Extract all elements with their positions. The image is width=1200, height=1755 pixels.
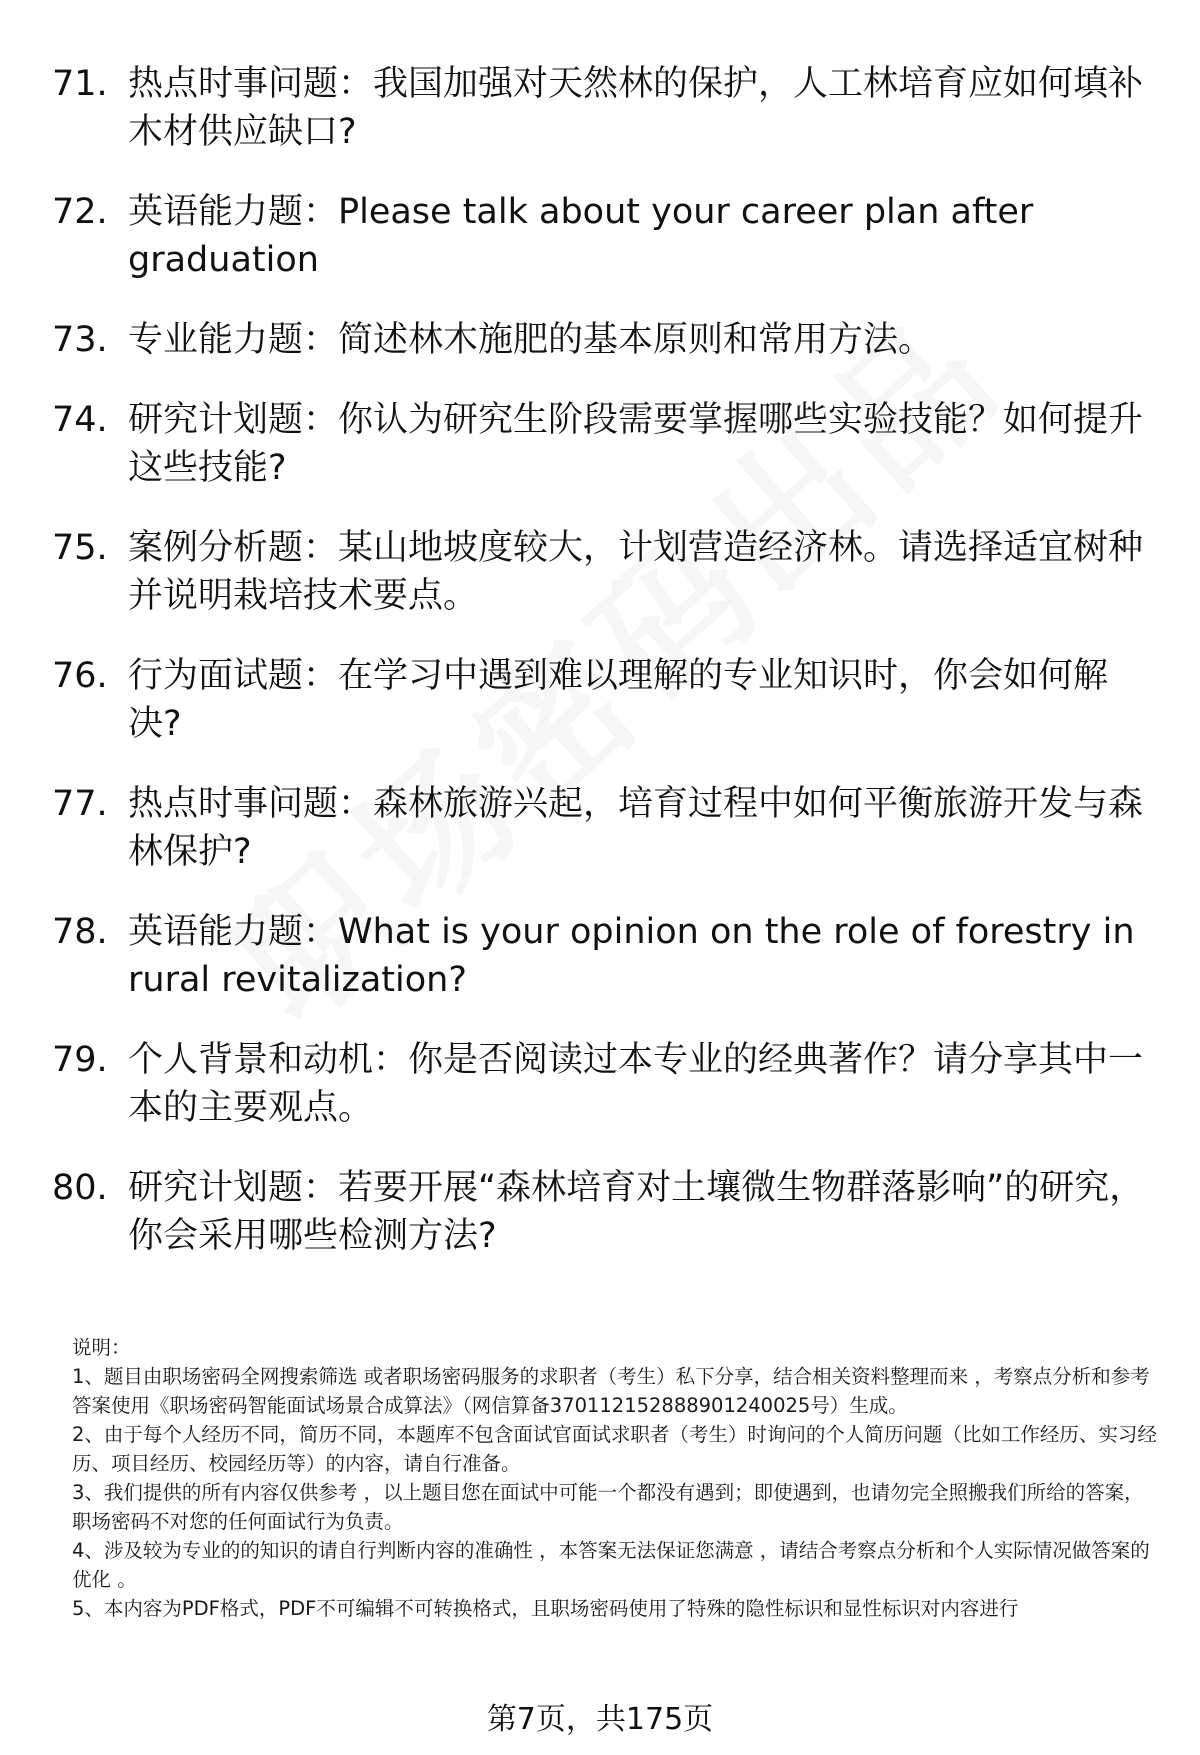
note-item: 3、我们提供的所有内容仅供参考 ，以上题目您在面试中可能一个都没有遇到；即使遇到，也请勿完全照搬我们所给的答案，职场密码不对您的任何面试行为负责。	[72, 1481, 1144, 1533]
page-number: 第7页，共175页	[486, 1702, 714, 1737]
question-number: 73.	[52, 320, 108, 360]
notes-section	[72, 1333, 1162, 1623]
question-item	[52, 780, 1152, 876]
question-item	[52, 1164, 1152, 1260]
question-number: 75.	[52, 528, 108, 568]
question-number: 77.	[52, 784, 108, 824]
note-item: 4、涉及较为专业的的知识的请自行判断内容的准确性 ，本答案无法保证您满意 ，请结合考察点分析和个人实际情况做答案的优化 。	[72, 1539, 1150, 1591]
question-item	[52, 188, 1152, 284]
question-item	[52, 652, 1152, 748]
note-item: 5、本内容为PDF格式，PDF不可编辑不可转换格式，且职场密码使用了特殊的隐性标识和显性标识对内容进行	[72, 1597, 1019, 1620]
question-number: 78.	[52, 912, 108, 952]
question-item	[52, 396, 1152, 492]
question-item	[52, 60, 1152, 156]
question-text: 研究计划题：你认为研究生阶段需要掌握哪些实验技能？如何提升这些技能?	[128, 400, 1144, 488]
question-text: 行为面试题：在学习中遇到难以理解的专业知识时，你会如何解决?	[128, 656, 1109, 744]
question-text: 热点时事问题：我国加强对天然林的保护，人工林培育应如何填补木材供应缺口?	[128, 64, 1144, 152]
note-item: 1、题目由职场密码全网搜索筛选 或者职场密码服务的求职者（考生）私下分享，结合相关资料整理而来 ，考察点分析和参考答案使用《职场密码智能面试场景合成算法》（网信算备370112152888901240025号）生成。	[72, 1365, 1150, 1417]
question-number: 76.	[52, 656, 108, 696]
question-number: 71.	[52, 64, 108, 104]
question-number: 72.	[52, 192, 108, 232]
question-text: 个人背景和动机：你是否阅读过本专业的经典著作？请分享其中一本的主要观点。	[128, 1040, 1144, 1128]
question-item	[52, 1036, 1152, 1132]
question-number: 80.	[52, 1168, 108, 1208]
question-list	[52, 60, 1152, 1292]
question-text: 专业能力题：简述林木施肥的基本原则和常用方法。	[128, 320, 934, 360]
question-item	[52, 316, 1152, 364]
question-text: 研究计划题：若要开展“森林培育对土壤微生物群落影响”的研究，你会采用哪些检测方法?	[128, 1168, 1145, 1256]
question-item	[52, 524, 1152, 620]
question-item	[52, 908, 1152, 1004]
question-number: 79.	[52, 1040, 108, 1080]
question-text: 英语能力题：What is your opinion on the role of forestry in rural revitalization?	[128, 912, 1135, 1000]
note-item: 2、由于每个人经历不同，简历不同，本题库不包含面试官面试求职者（考生）时询问的个人简历问题（比如工作经历、实习经历、项目经历、校园经历等）的内容，请自行准备。	[72, 1423, 1157, 1475]
notes-heading: 说明：	[72, 1336, 131, 1359]
question-text: 热点时事问题：森林旅游兴起，培育过程中如何平衡旅游开发与森林保护?	[128, 784, 1144, 872]
question-number: 74.	[52, 400, 108, 440]
question-text: 英语能力题：Please talk about your career plan after graduation	[128, 192, 1034, 280]
question-text: 案例分析题：某山地坡度较大，计划营造经济林。请选择适宜树种并说明栽培技术要点。	[128, 528, 1144, 616]
